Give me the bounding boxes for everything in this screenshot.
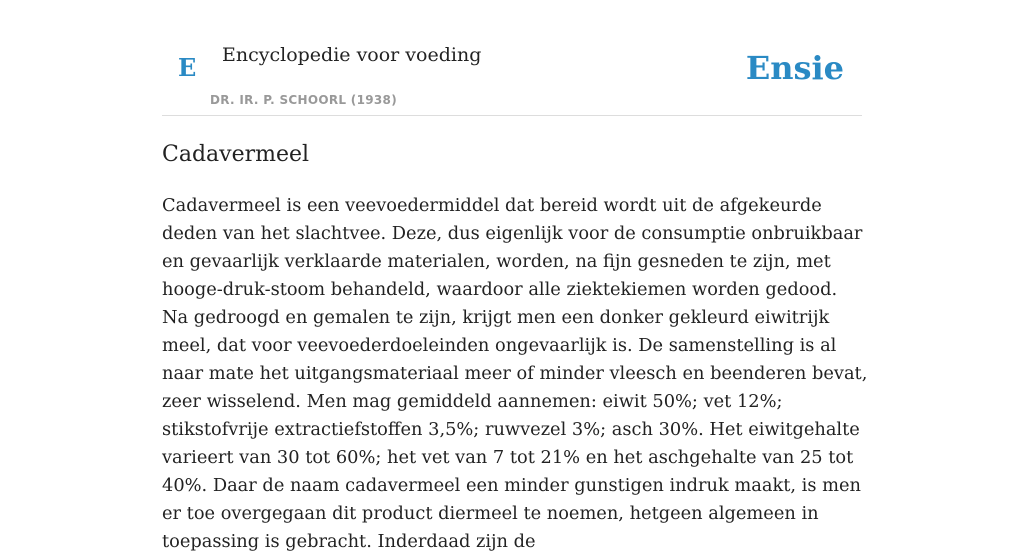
brand-logo[interactable]: Ensie (745, 49, 844, 87)
book-author: DR. IR. P. SCHOORL (1938) (210, 93, 397, 107)
book-logo-icon[interactable]: E (178, 53, 197, 82)
article-body: Cadavermeel is een veevoedermiddel dat bereid wordt uit de afgekeurde deden van het slachtvee. Deze, dus eigenlijk voor de consumptie onbruikbaar en gevaarlijk verklaarde materialen, worden, na fijn gesneden te zijn, met hooge-druk-stoom behandeld, waardoor alle ziektekiemen worden gedood. Na gedroogd en gemalen te zijn, krijgt men een donker gekleurd eiwitrijk meel, dat voor veevoederdoeleinden ongevaarlijk is. De samenstelling is al naar mate het uitgangsmateriaal meer of minder vleesch en beenderen bevat, zeer wisselend. Men mag gemiddeld aannemen: eiwit 50%; vet 12%; stikstofvrije extractiefstoffen 3,5%; ruwvezel 3%; asch 30%. Het eiwitgehalte varieert van 30 tot 60%; het vet van 7 tot 21% en het aschgehalte van 25 tot 40%. Daar de naam cadavermeel een minder gunstigen indruk maakt, is men er toe overgegaan dit product diermeel te noemen, hetgeen algemeen in toepassing is gebracht. Inderdaad zijn de (162, 195, 868, 552)
article-title: Cadavermeel (162, 142, 310, 167)
book-title[interactable]: Encyclopedie voor voeding (222, 44, 482, 66)
book-header (162, 0, 862, 116)
